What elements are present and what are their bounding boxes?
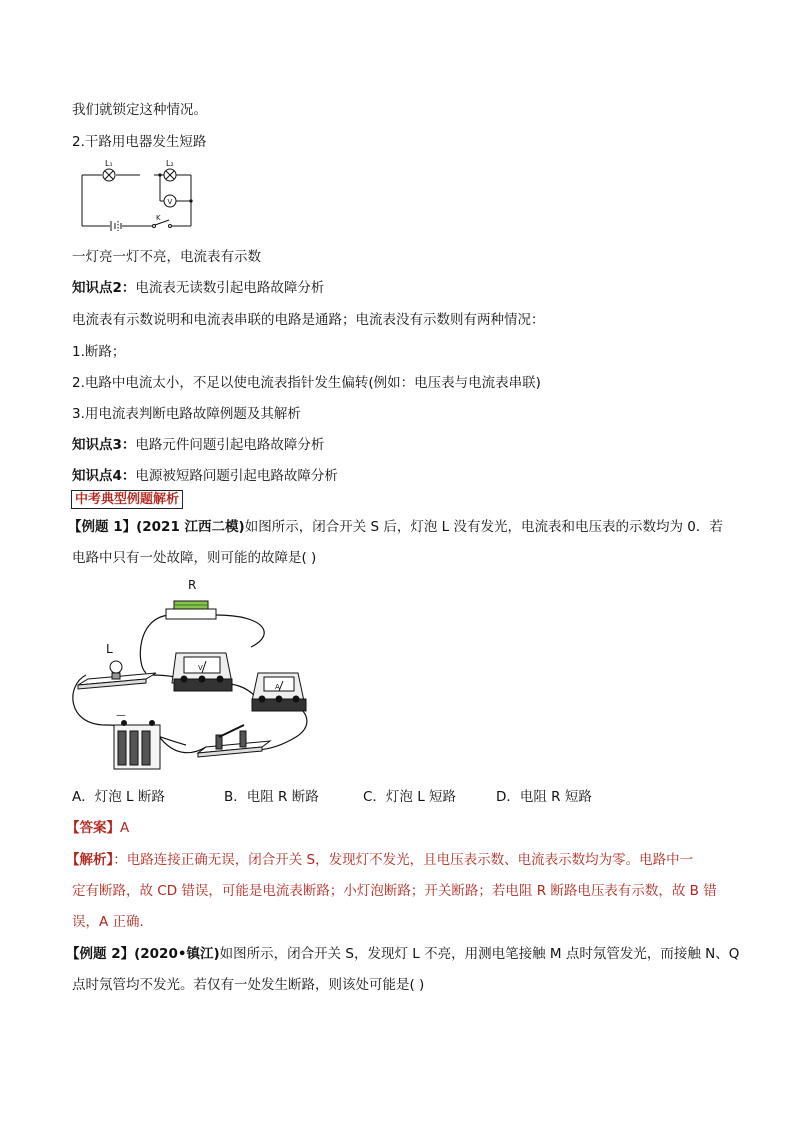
voltmeter xyxy=(172,653,232,691)
lamp-base xyxy=(78,661,156,689)
section-title: 中考典型例题解析 xyxy=(71,490,183,509)
voltmeter-label: V xyxy=(167,198,173,206)
lamp-l2-symbol xyxy=(164,169,176,181)
example1-source: (2021 江西二模) xyxy=(136,519,245,535)
analysis-tag: 【解析】 xyxy=(66,852,114,868)
option-a[interactable]: A．灯泡 L 断路 xyxy=(72,789,165,805)
answer-tag: 【答案】 xyxy=(66,820,120,836)
example2-line2: 点时氖管均不发光。若仅有一处发生断路，则该处可能是( ) xyxy=(72,977,425,993)
knowledge-point-2 xyxy=(72,279,324,297)
kp2-text: 电流表无读数引起电路故障分析 xyxy=(135,280,325,296)
lamp-label: L xyxy=(106,642,113,656)
lamp-l1-label: L₁ xyxy=(105,159,113,168)
knowledge-point-3 xyxy=(72,436,324,454)
resistor-r xyxy=(166,601,216,619)
answer-line xyxy=(66,819,129,837)
case-3: 3.用电流表判断电路故障例题及其解析 xyxy=(72,406,301,422)
example1-line2: 电路中只有一处故障，则可能的故障是( ) xyxy=(72,550,317,566)
lamp-l1-symbol xyxy=(103,169,115,181)
lamp-l2-label: L₂ xyxy=(166,159,174,168)
example1-figure xyxy=(66,575,326,775)
battery-sign: — xyxy=(116,710,126,721)
analysis-line3: 误，A 正确. xyxy=(72,914,144,930)
option-b[interactable]: B．电阻 R 断路 xyxy=(224,789,319,805)
item2-result: 一灯亮一灯不亮，电流表有示数 xyxy=(72,249,261,265)
analysis-line2: 定有断路，故 CD 错误，可能是电流表断路；小灯泡断路；开关断路；若电阻 R 断路电压表有示数，故 B 错 xyxy=(72,883,717,899)
option-c[interactable]: C．灯泡 L 短路 xyxy=(363,789,457,805)
item2-title: 2.干路用电器发生短路 xyxy=(72,134,207,150)
kp3-label: 知识点 xyxy=(72,437,113,453)
example2-tag: 【例题 2】 xyxy=(66,946,135,962)
case-1: 1.断路； xyxy=(72,344,126,360)
battery-symbol xyxy=(111,221,121,231)
analysis-text-1: ：电路连接正确无误，闭合开关 S，发现灯不发光，且电压表示数、电流表示数均为零。电路中一 xyxy=(113,852,694,868)
kp4-label: 知识点 xyxy=(72,468,113,484)
voltmeter-label-fig: V xyxy=(198,664,203,672)
case-2: 2.电路中电流太小，不足以使电流表指针发生偏转(例如：电压表与电流表串联) xyxy=(72,375,541,391)
answer-value: A xyxy=(120,820,130,836)
junction-dot xyxy=(189,199,192,202)
example1-tag: 【例题 1】 xyxy=(68,519,137,535)
knowledge-point-4 xyxy=(72,467,338,485)
circuit-diagram-1-clean xyxy=(80,158,200,236)
kp4-text: 电源被短路问题引起电路故障分析 xyxy=(135,468,338,484)
example1-line1 xyxy=(68,518,723,536)
junction-dot xyxy=(158,173,161,176)
kp3-text: 电路元件问题引起电路故障分析 xyxy=(135,437,325,453)
switch xyxy=(198,725,270,757)
analysis-line1 xyxy=(66,851,693,869)
battery-pack xyxy=(114,721,160,770)
example2-stem-1: 如图所示，闭合开关 S，发现灯 L 不亮，用测电笔接触 M 点时氖管发光，而接触 N、Q xyxy=(219,946,740,962)
kp3-num: 3： xyxy=(112,437,136,453)
kp2-num: 2： xyxy=(112,280,136,296)
intro-tail-text: 我们就锁定这种情况。 xyxy=(72,102,207,118)
kp4-num: 4： xyxy=(112,468,136,484)
resistor-label: R xyxy=(188,578,197,592)
kp2-label: 知识点 xyxy=(72,280,113,296)
kp2-description: 电流表有示数说明和电流表串联的电路是通路；电流表没有示数则有两种情况： xyxy=(72,312,545,328)
ammeter-label-fig: A xyxy=(275,683,280,691)
switch-label: K xyxy=(156,214,161,222)
ammeter xyxy=(252,673,306,711)
example1-stem-1: 如图所示，闭合开关 S 后，灯泡 L 没有发光，电流表和电压表的示数均为 0．若 xyxy=(244,519,723,535)
option-d[interactable]: D．电阻 R 短路 xyxy=(496,789,592,805)
example2-source: (2020•镇江) xyxy=(134,946,220,962)
example2-line1 xyxy=(66,945,739,963)
